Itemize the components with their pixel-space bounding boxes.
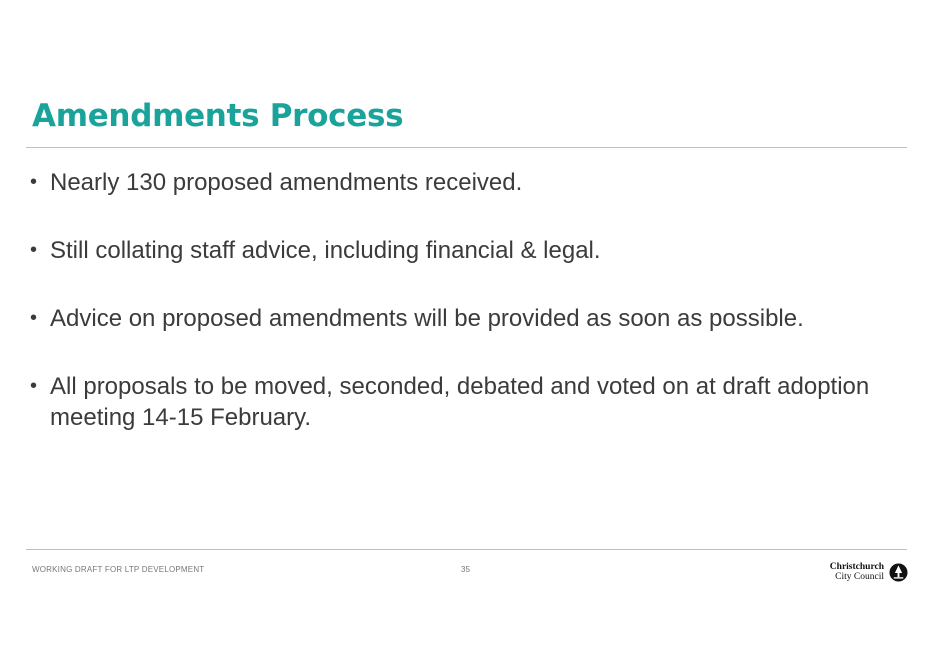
bullet-text: All proposals to be moved, seconded, debated and voted on at draft adoption meeting 14-15 February. <box>50 373 870 431</box>
bullet-dot-icon: • <box>30 307 38 329</box>
cathedral-tree-icon <box>889 563 908 582</box>
footer-note: WORKING DRAFT FOR LTP DEVELOPMENT <box>32 565 205 574</box>
bullet-text: Advice on proposed amendments will be provided as soon as possible. <box>50 305 804 332</box>
bullet-item <box>30 303 890 334</box>
bullet-list <box>30 167 890 470</box>
logo-wordmark <box>830 562 884 582</box>
council-logo <box>829 562 908 584</box>
slide-title: Amendments Process <box>32 98 404 134</box>
bullet-dot-icon: • <box>30 239 38 261</box>
footer-divider <box>26 549 907 550</box>
bullet-dot-icon: • <box>30 171 38 193</box>
page-number: 35 <box>461 565 470 574</box>
title-divider <box>26 147 907 148</box>
bullet-item <box>30 235 890 266</box>
bullet-item <box>30 371 890 433</box>
bullet-item <box>30 167 890 198</box>
bullet-dot-icon: • <box>30 375 38 397</box>
logo-line-2: City Council <box>835 572 884 582</box>
logo-line-1: Christchurch <box>829 562 884 572</box>
bullet-text: Nearly 130 proposed amendments received. <box>50 169 523 196</box>
bullet-text: Still collating staff advice, including financial & legal. <box>50 237 601 264</box>
